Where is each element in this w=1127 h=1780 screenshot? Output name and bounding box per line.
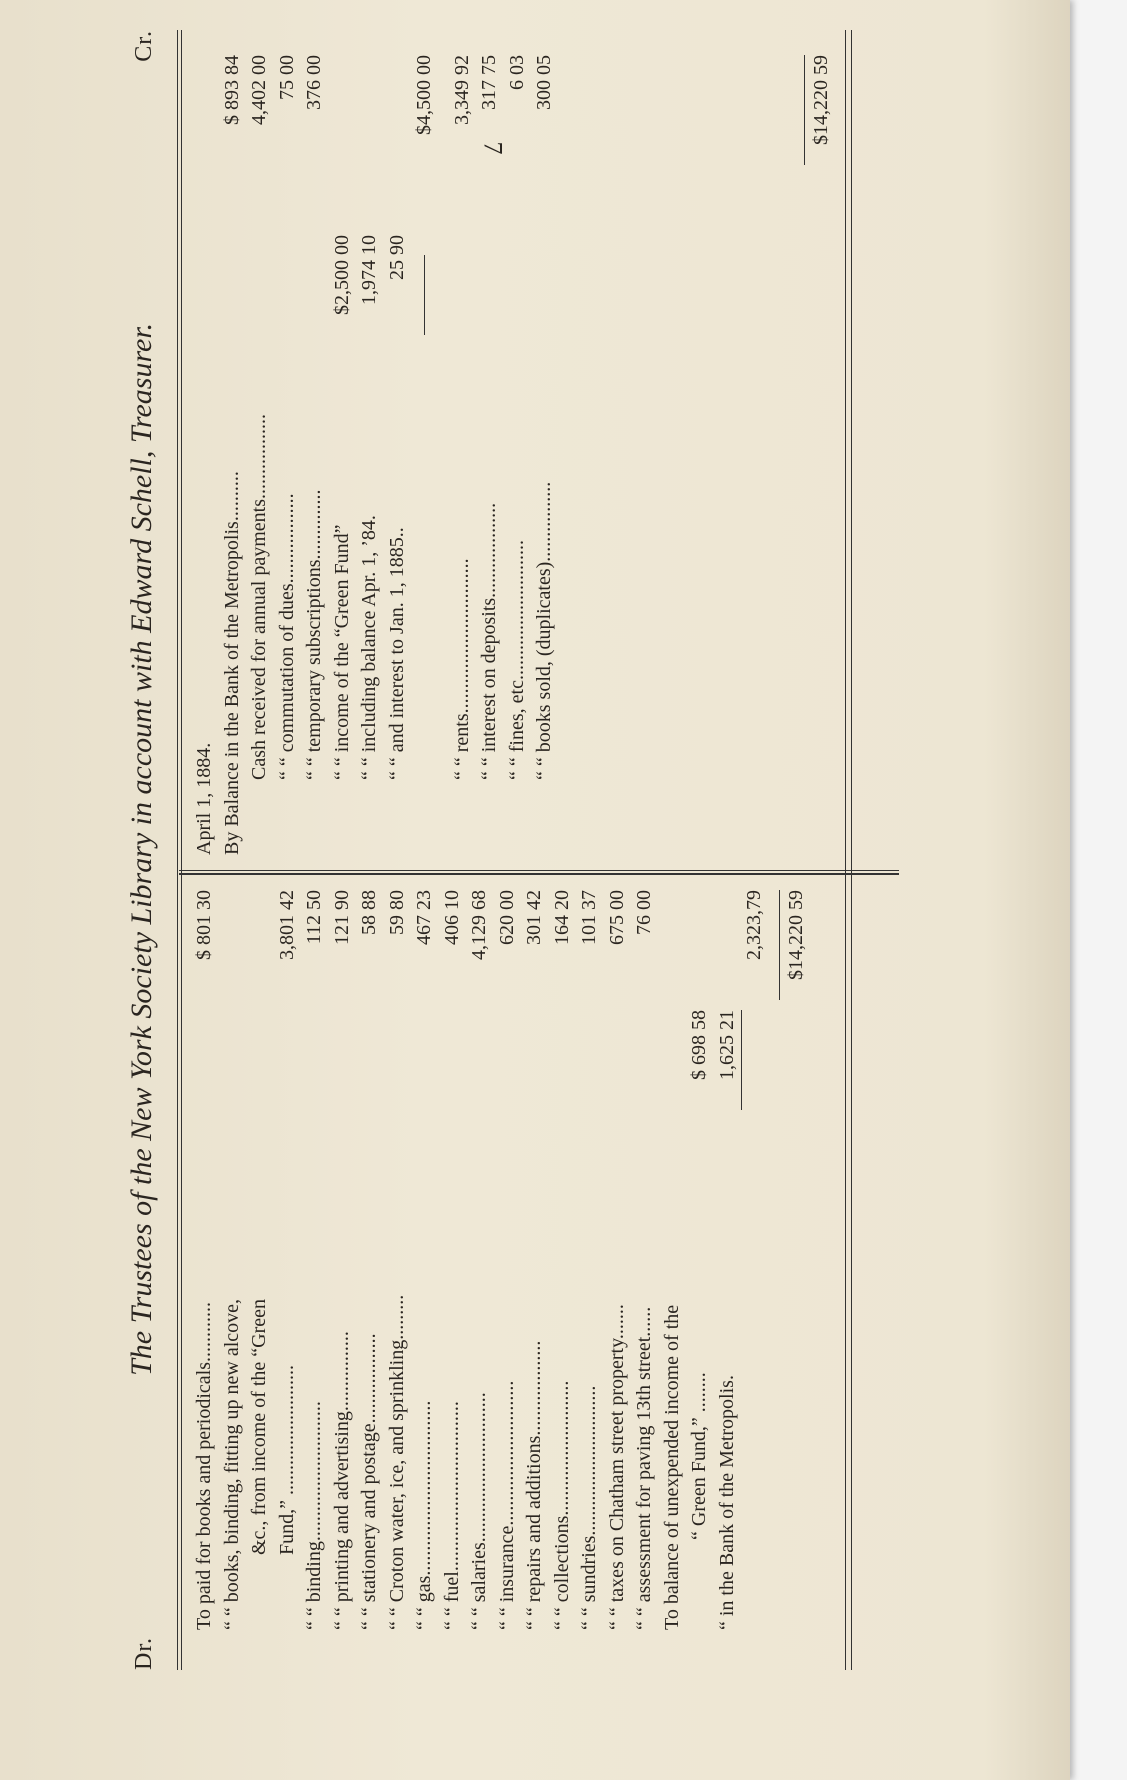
statement-title: The Trustees of the New York Society Library in account with Edward Schell, Treasurer. [125, 322, 158, 1376]
credit-row [411, 55, 439, 855]
rule [851, 30, 852, 1670]
entry-label: “ “ taxes on Chatham street property....... [605, 1304, 628, 1630]
entry-label: To paid for books and periodicals............ [193, 1302, 215, 1630]
credit-row [246, 55, 274, 855]
entry-amount: 4,402 00 [248, 55, 270, 125]
debit-row [329, 880, 357, 1630]
entry-amount: 3,801 42 [275, 890, 298, 960]
debit-row [576, 880, 604, 1630]
entry-amount: $ 801 30 [193, 890, 215, 960]
entry-label: “ “ commutation of dues.................. [275, 493, 298, 780]
debit-row [219, 880, 247, 1630]
entry-label: “ “ rents............................... [450, 558, 473, 780]
credit-row [449, 55, 477, 855]
debit-row [741, 880, 769, 1630]
debit-row [466, 880, 494, 1630]
credit-label: Cr. [131, 30, 157, 62]
debit-label: Dr. [131, 1637, 157, 1670]
entry-label: “ “ assessment for paving 13th street...... [633, 1306, 655, 1630]
entry-label: “ “ fines, etc............................ [505, 540, 528, 780]
credit-row [356, 55, 384, 855]
entry-label: “ “ binding............................ [303, 1401, 325, 1630]
debit-row [714, 880, 742, 1630]
entry-label: “ Green Fund,” ........ [688, 1372, 710, 1540]
debit-row [549, 880, 577, 1630]
entry-label: “ “ interest on deposits................... [478, 502, 500, 780]
heading [125, 30, 169, 1670]
account-statement [125, 30, 905, 1670]
entry-label: “ “ and interest to Jan. 1, 1885.. [385, 527, 408, 780]
credit-date: April 1, 1884. [193, 742, 215, 855]
debit-total: $14,220 59 [784, 890, 807, 980]
credit-row [274, 55, 302, 855]
debit-row [274, 880, 302, 1630]
entry-amount: 58 88 [358, 890, 380, 935]
rule [845, 30, 846, 1670]
entry-label: “ “ temporary subscriptions.............. [303, 489, 325, 780]
debit-row [659, 880, 687, 1630]
debit-row [191, 880, 219, 1630]
entry-amount: 467 23 [413, 890, 435, 945]
debit-row [439, 880, 467, 1630]
credit-row [476, 55, 504, 855]
entry-label: Fund,” .......................... [275, 1365, 298, 1555]
rule [177, 30, 178, 1670]
entry-label: To balance of unexpended income of the [660, 1304, 683, 1630]
entry-amount: 675 00 [605, 890, 628, 945]
entry-subamount: 25 90 [385, 235, 408, 280]
debit-row [411, 880, 439, 1630]
debit-row [301, 880, 329, 1630]
debit-row [604, 880, 632, 1630]
credit-row [531, 55, 559, 855]
entry-amount: 59 80 [385, 890, 408, 935]
total-rule [779, 890, 780, 1000]
entry-amount: $4,500 00 [413, 55, 435, 135]
entry-amount: 164 20 [550, 890, 573, 945]
entry-label: “ “ Croton water, ice, and sprinkling......... [385, 1294, 408, 1630]
credit-date-row [191, 55, 219, 855]
entry-label: &c., from income of the “Green [248, 1298, 270, 1555]
entry-label: “ “ printing and advertising................ [330, 1331, 353, 1630]
entry-label: “ “ insurance............................. [495, 1380, 518, 1630]
entry-label: “ “ fuel.................................. [440, 1401, 463, 1630]
entry-amount: 4,129 68 [468, 890, 490, 960]
entry-label: “ “ including balance Apr. 1, ’84. [358, 515, 380, 780]
entry-label: “ “ repairs and additions................... [523, 1340, 545, 1630]
entry-amount: 76 00 [633, 890, 655, 935]
credit-row [219, 55, 247, 855]
entry-label: “ “ collections........................... [550, 1380, 573, 1630]
entry-amount: 6 03 [505, 55, 528, 90]
entry-label: “ “ salaries.............................. [468, 1392, 490, 1630]
entry-amount: 620 00 [495, 890, 518, 945]
credit-row [329, 55, 357, 855]
entry-label: “ “ income of the “Green Fund” [330, 524, 353, 780]
entry-subamount: $ 698 58 [688, 1010, 710, 1080]
entry-subamount: 1,625 21 [715, 1010, 738, 1080]
entry-label: Cash received for annual payments................. [248, 413, 270, 780]
credit-column [191, 55, 832, 855]
entry-amount: 75 00 [275, 55, 298, 100]
entry-amount: 300 05 [533, 55, 555, 110]
page-number: 7 [478, 141, 508, 155]
credit-row [504, 55, 532, 855]
entry-subamount: $2,500 00 [330, 235, 353, 315]
column-divider [179, 870, 899, 871]
debit-row [494, 880, 522, 1630]
entry-label: “ “ books sold, (duplicates)................ [533, 481, 555, 780]
credit-row [301, 55, 329, 855]
entry-label: “ “ sundries.............................. [578, 1385, 600, 1630]
debit-row [631, 880, 659, 1630]
entry-label: “ in the Bank of the Metropolis. [715, 1375, 738, 1630]
entry-amount: 2,323,79 [743, 890, 765, 960]
entry-label: “ “ gas................................... [413, 1400, 435, 1630]
entry-amount: $ 893 84 [220, 55, 243, 125]
total-rule [804, 55, 805, 165]
credit-total-row [808, 55, 836, 855]
debit-row [356, 880, 384, 1630]
credit-row [384, 55, 412, 855]
credit-total: $14,220 59 [810, 55, 832, 145]
entry-subamount: 1,974 10 [358, 235, 380, 305]
entry-amount: 301 42 [523, 890, 545, 945]
debit-column [191, 880, 810, 1630]
entry-amount: 112 50 [303, 890, 325, 945]
debit-row [686, 880, 714, 1630]
entry-amount: 406 10 [440, 890, 463, 945]
debit-row [384, 880, 412, 1630]
sum-rule [424, 255, 425, 335]
column-divider [179, 873, 899, 875]
entry-amount: 121 90 [330, 890, 353, 945]
debit-total-row [783, 880, 811, 1630]
entry-label: “ “ books, binding, fitting up new alcove, [220, 1298, 243, 1630]
sum-rule [741, 1010, 742, 1110]
entry-label: “ “ stationery and postage.................. [358, 1333, 380, 1630]
entry-amount: 317 75 [478, 55, 500, 110]
entry-label: By Balance in the Bank of the Metropolis.......... [220, 471, 243, 855]
entry-amount: 3,349 92 [450, 55, 473, 125]
entry-amount: 101 37 [578, 890, 600, 945]
debit-row [246, 880, 274, 1630]
entry-amount: 376 00 [303, 55, 325, 110]
debit-row [521, 880, 549, 1630]
rule [181, 30, 182, 1670]
